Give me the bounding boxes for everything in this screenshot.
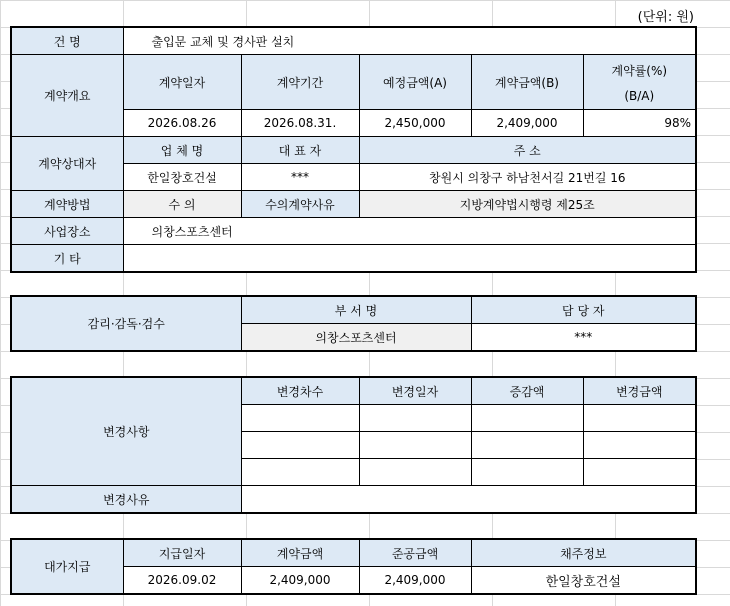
col-address: 주 소 [359, 137, 696, 164]
change-reason-label: 변경사유 [11, 486, 241, 514]
value-company-name: 한일창호건설 [123, 164, 241, 191]
value-contract-date: 2026.08.26 [123, 110, 241, 137]
col-creditor-info: 채주정보 [471, 539, 696, 567]
value-contract-period: 2026.08.31. [241, 110, 359, 137]
method-value: 수 의 [123, 191, 241, 218]
col-change-round: 변경차수 [241, 377, 359, 405]
col-manager: 담 당 자 [471, 296, 696, 324]
value-contract-rate: 98% [583, 110, 696, 137]
value-contract-amount: 2,409,000 [471, 110, 583, 137]
col-department: 부 서 명 [241, 296, 471, 324]
value-manager: *** [471, 324, 696, 352]
col-payment-contract-amount: 계약금액 [241, 539, 359, 567]
etc-value [123, 245, 696, 273]
change-reason-value [241, 486, 696, 514]
col-contract-rate [583, 55, 696, 110]
value-estimated-amount: 2,450,000 [359, 110, 471, 137]
title-value: 출입문 교체 및 경사판 설치 [123, 27, 696, 55]
value-completion-amount: 2,409,000 [359, 567, 471, 595]
value-payment-date: 2026.09.02 [123, 567, 241, 595]
payment-label: 대가지급 [11, 539, 123, 594]
col-company-name: 업 체 명 [123, 137, 241, 164]
reason-label: 수의계약사유 [241, 191, 359, 218]
col-change-date: 변경일자 [359, 377, 471, 405]
supervision-label: 감리·감독·검수 [11, 296, 241, 351]
place-value: 의창스포츠센터 [123, 218, 696, 245]
col-payment-date: 지급일자 [123, 539, 241, 567]
method-label: 계약방법 [11, 191, 123, 218]
col-contract-amount: 계약금액(B) [471, 55, 583, 110]
reason-value: 지방계약법시행령 제25조 [359, 191, 696, 218]
changes-label: 변경사항 [11, 377, 241, 486]
value-address: 창원시 의창구 하남천서길 21번길 16 [359, 164, 696, 191]
value-creditor-info: 한일창호건설 [471, 567, 696, 595]
col-contract-rate-line1: 계약률(%) [611, 63, 668, 78]
col-change-amount: 변경금액 [583, 377, 696, 405]
col-contract-rate-line2: (B/A) [624, 88, 655, 103]
col-completion-amount: 준공금액 [359, 539, 471, 567]
contract-table [10, 26, 697, 273]
title-label: 건 명 [11, 27, 123, 55]
value-payment-contract-amount: 2,409,000 [241, 567, 359, 595]
changes-table [10, 376, 697, 514]
col-contract-date: 계약일자 [123, 55, 241, 110]
party-label: 계약상대자 [11, 137, 123, 191]
col-estimated-amount: 예정금액(A) [359, 55, 471, 110]
col-contract-period: 계약기간 [241, 55, 359, 110]
col-change-delta: 증감액 [471, 377, 583, 405]
place-label: 사업장소 [11, 218, 123, 245]
overview-label: 계약개요 [11, 55, 123, 137]
payment-table [10, 538, 697, 595]
col-representative: 대 표 자 [241, 137, 359, 164]
unit-label: (단위: 원) [637, 10, 694, 25]
value-department: 의창스포츠센터 [241, 324, 471, 352]
etc-label: 기 타 [11, 245, 123, 273]
value-representative: *** [241, 164, 359, 191]
supervision-table [10, 295, 697, 352]
